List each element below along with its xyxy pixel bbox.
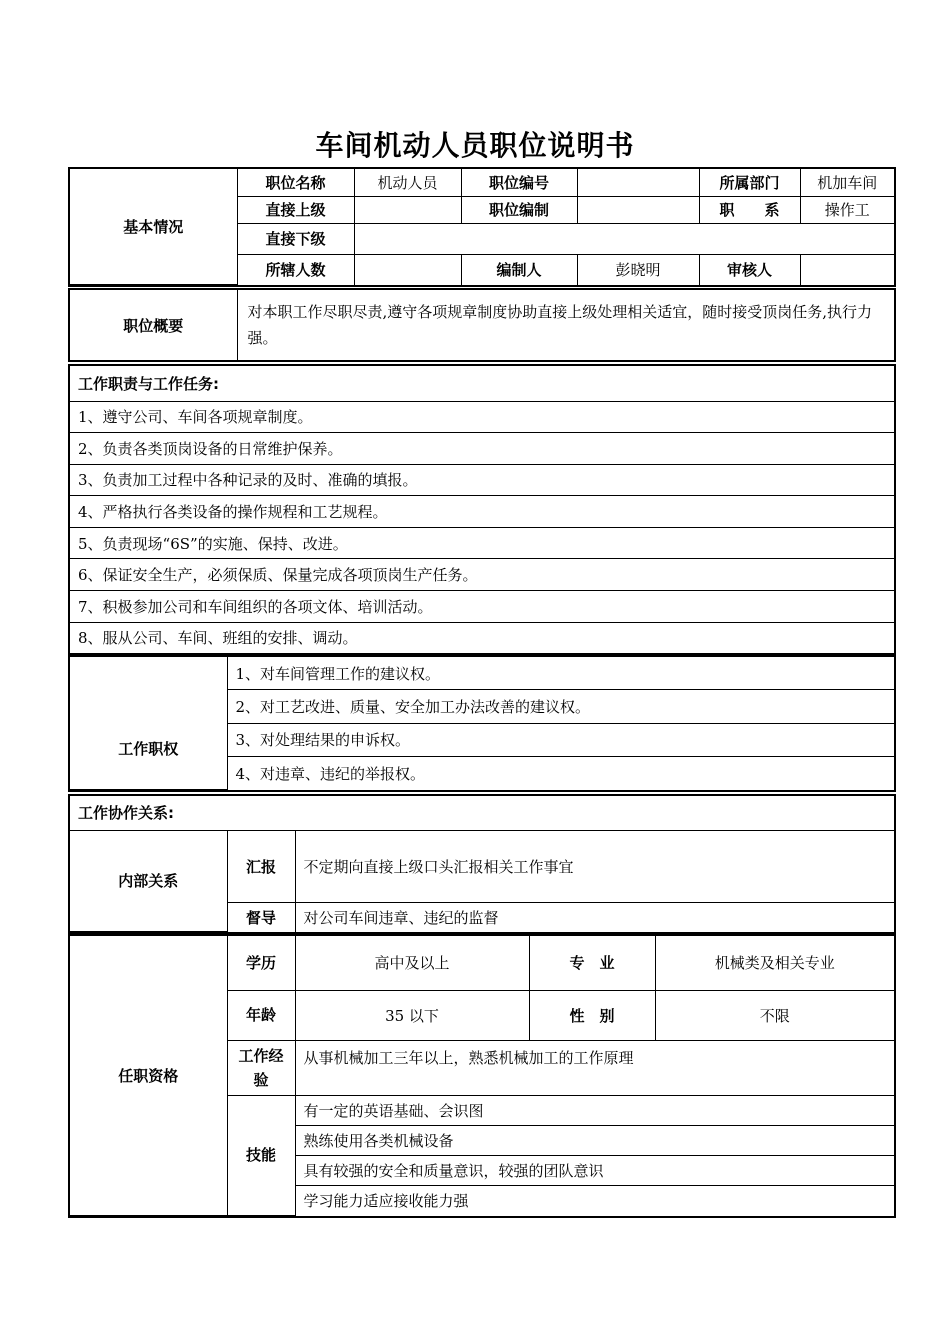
duty-item: 8、服从公司、车间、班组的安排、调动。 — [70, 622, 894, 653]
age-label: 年龄 — [227, 990, 295, 1040]
document-title: 车间机动人员职位说明书 — [315, 129, 635, 162]
duty-item: 2、负责各类顶岗设备的日常维护保养。 — [70, 433, 894, 465]
gender-value: 不限 — [655, 990, 894, 1040]
education-value: 高中及以上 — [295, 936, 529, 990]
position-no-label: 职位编号 — [461, 169, 577, 196]
superior-value — [354, 196, 461, 223]
report-text: 不定期向直接上级口头汇报相关工作事宜 — [295, 830, 894, 903]
experience-value: 从事机械加工三年以上，熟悉机械加工的工作原理 — [295, 1040, 894, 1095]
authority-item: 4、对违章、违纪的举报权。 — [227, 757, 894, 790]
major-value: 机械类及相关专业 — [655, 936, 894, 990]
skill-item: 具有较强的安全和质量意识，较强的团队意识 — [295, 1156, 894, 1186]
authority-table — [68, 655, 896, 792]
summary-table — [68, 288, 896, 362]
duties-table — [68, 364, 896, 655]
reviewer-value — [800, 254, 894, 285]
quota-label: 职位编制 — [461, 196, 577, 223]
headcount-value — [354, 254, 461, 285]
skill-item: 学习能力适应接收能力强 — [295, 1186, 894, 1216]
cooperation-table — [68, 794, 896, 934]
position-name-label: 职位名称 — [237, 169, 354, 196]
dept-label: 所属部门 — [699, 169, 800, 196]
age-value: 35 以下 — [295, 990, 529, 1040]
basic-section-label: 基本情况 — [70, 169, 237, 285]
subordinate-label: 直接下级 — [237, 223, 354, 254]
major-label: 专 业 — [529, 936, 655, 990]
duty-item: 6、保证安全生产，必须保质、保量完成各项顶岗生产任务。 — [70, 559, 894, 591]
authority-item: 2、对工艺改进、质量、安全加工办法改善的建议权。 — [227, 690, 894, 724]
education-label: 学历 — [227, 936, 295, 990]
authority-label: 工作职权 — [70, 657, 227, 790]
gender-label: 性 别 — [529, 990, 655, 1040]
position-name-value: 机动人员 — [354, 169, 461, 196]
duty-item: 5、负责现场“6S”的实施、保持、改进。 — [70, 527, 894, 559]
cooperation-header: 工作协作关系: — [70, 796, 894, 830]
duty-item: 7、积极参加公司和车间组织的各项文体、培训活动。 — [70, 590, 894, 622]
duties-header: 工作职责与工作任务: — [70, 366, 894, 401]
qualification-label: 任职资格 — [70, 936, 227, 1216]
author-label: 编制人 — [461, 254, 577, 285]
supervise-text: 对公司车间违章、违纪的监督 — [295, 903, 894, 932]
report-label: 汇报 — [227, 830, 295, 903]
skills-label: 技能 — [227, 1095, 295, 1216]
summary-text: 对本职工作尽职尽责,遵守各项规章制度协助直接上级处理相关适宜，随时接受顶岗任务,执行力强。 — [237, 290, 894, 360]
reviewer-label: 审核人 — [699, 254, 800, 285]
subordinate-value — [354, 223, 894, 254]
position-no-value — [577, 169, 699, 196]
duty-item: 3、负责加工过程中各种记录的及时、准确的填报。 — [70, 464, 894, 496]
experience-label: 工作经验 — [227, 1040, 295, 1095]
quota-value — [577, 196, 699, 223]
role-label: 职 系 — [699, 196, 800, 223]
author-value: 彭晓明 — [577, 254, 699, 285]
superior-label: 直接上级 — [237, 196, 354, 223]
authority-item: 3、对处理结果的申诉权。 — [227, 723, 894, 757]
summary-label: 职位概要 — [70, 290, 237, 360]
duty-item: 1、遵守公司、车间各项规章制度。 — [70, 401, 894, 433]
internal-relations-label: 内部关系 — [70, 830, 227, 932]
duty-item: 4、严格执行各类设备的操作规程和工艺规程。 — [70, 496, 894, 528]
skill-item: 熟练使用各类机械设备 — [295, 1125, 894, 1155]
authority-item: 1、对车间管理工作的建议权。 — [227, 657, 894, 690]
supervise-label: 督导 — [227, 903, 295, 932]
headcount-label: 所辖人数 — [237, 254, 354, 285]
role-value: 操作工 — [800, 196, 894, 223]
basic-info-table — [68, 167, 896, 287]
skill-item: 有一定的英语基础、会识图 — [295, 1095, 894, 1125]
dept-value: 机加车间 — [800, 169, 894, 196]
qualification-table — [68, 934, 896, 1218]
